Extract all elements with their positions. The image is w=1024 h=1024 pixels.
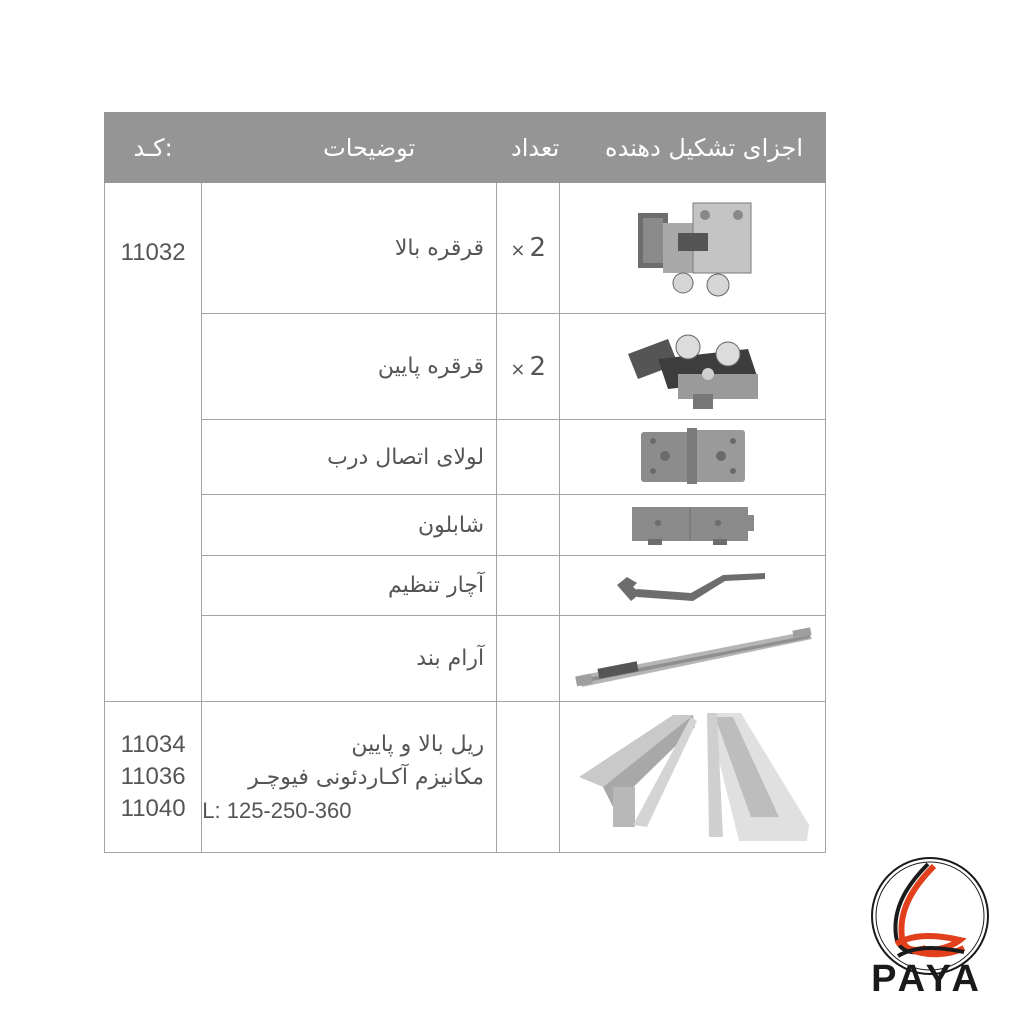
quantity-cell (497, 702, 560, 853)
description-cell: شابلون (202, 495, 497, 556)
code-value: 11032 (120, 239, 186, 266)
description-line: ریل بالا و پایین (351, 731, 485, 757)
code-value: 11034 (120, 731, 186, 758)
table-row (105, 420, 826, 495)
description-cell: قرقره بالا (202, 183, 497, 314)
table-row (105, 314, 826, 420)
table-row (105, 556, 826, 616)
code-value: 11040 (120, 795, 186, 822)
part-cell (560, 420, 826, 495)
times-symbol: × (510, 240, 526, 261)
header-description: توضیحات (202, 113, 497, 183)
part-cell (560, 556, 826, 616)
part-cell (560, 314, 826, 420)
quantity-value: 2 (529, 351, 546, 382)
rails-image (573, 707, 813, 847)
code-cell-group1 (105, 183, 202, 702)
table-header-row (105, 113, 826, 183)
table-row (105, 495, 826, 556)
quantity-cell (497, 314, 560, 420)
dimensions-text: L: 125-250-360 (202, 797, 352, 823)
quantity-cell (497, 183, 560, 314)
description-cell: آچار تنظیم (202, 556, 497, 616)
quantity-cell (497, 616, 560, 702)
quantity-cell (497, 495, 560, 556)
description-cell: لولای اتصال درب (202, 420, 497, 495)
template-plate-image (628, 503, 758, 547)
times-symbol: × (510, 358, 526, 380)
soft-close-image (568, 621, 818, 697)
table-row (105, 616, 826, 702)
brand-name: PAYA (871, 958, 983, 1000)
components-table (104, 112, 826, 853)
code-value: 11036 (120, 763, 186, 790)
quantity-cell (497, 420, 560, 495)
description-cell (202, 702, 497, 853)
header-quantity: تعداد (497, 113, 560, 183)
bottom-roller-image (618, 319, 768, 414)
code-cell-group2 (105, 702, 202, 853)
part-cell (560, 495, 826, 556)
quantity-value: 2 (529, 233, 546, 263)
part-cell (560, 702, 826, 853)
description-line: مکانیزم آکـاردئونی فیوچـر (248, 764, 485, 790)
part-cell (560, 616, 826, 702)
part-cell (560, 183, 826, 314)
header-parts: اجزای تشکیل دهنده (560, 113, 826, 183)
description-cell: آرام بند (202, 616, 497, 702)
description-cell: قرقره پایین (202, 314, 497, 420)
top-roller-image (623, 193, 763, 303)
quantity-cell (497, 556, 560, 616)
table-row (105, 183, 826, 314)
wrench-image (613, 563, 773, 609)
header-code: کـد: (105, 113, 202, 183)
hinge-image (633, 426, 753, 488)
table-row (105, 702, 826, 853)
